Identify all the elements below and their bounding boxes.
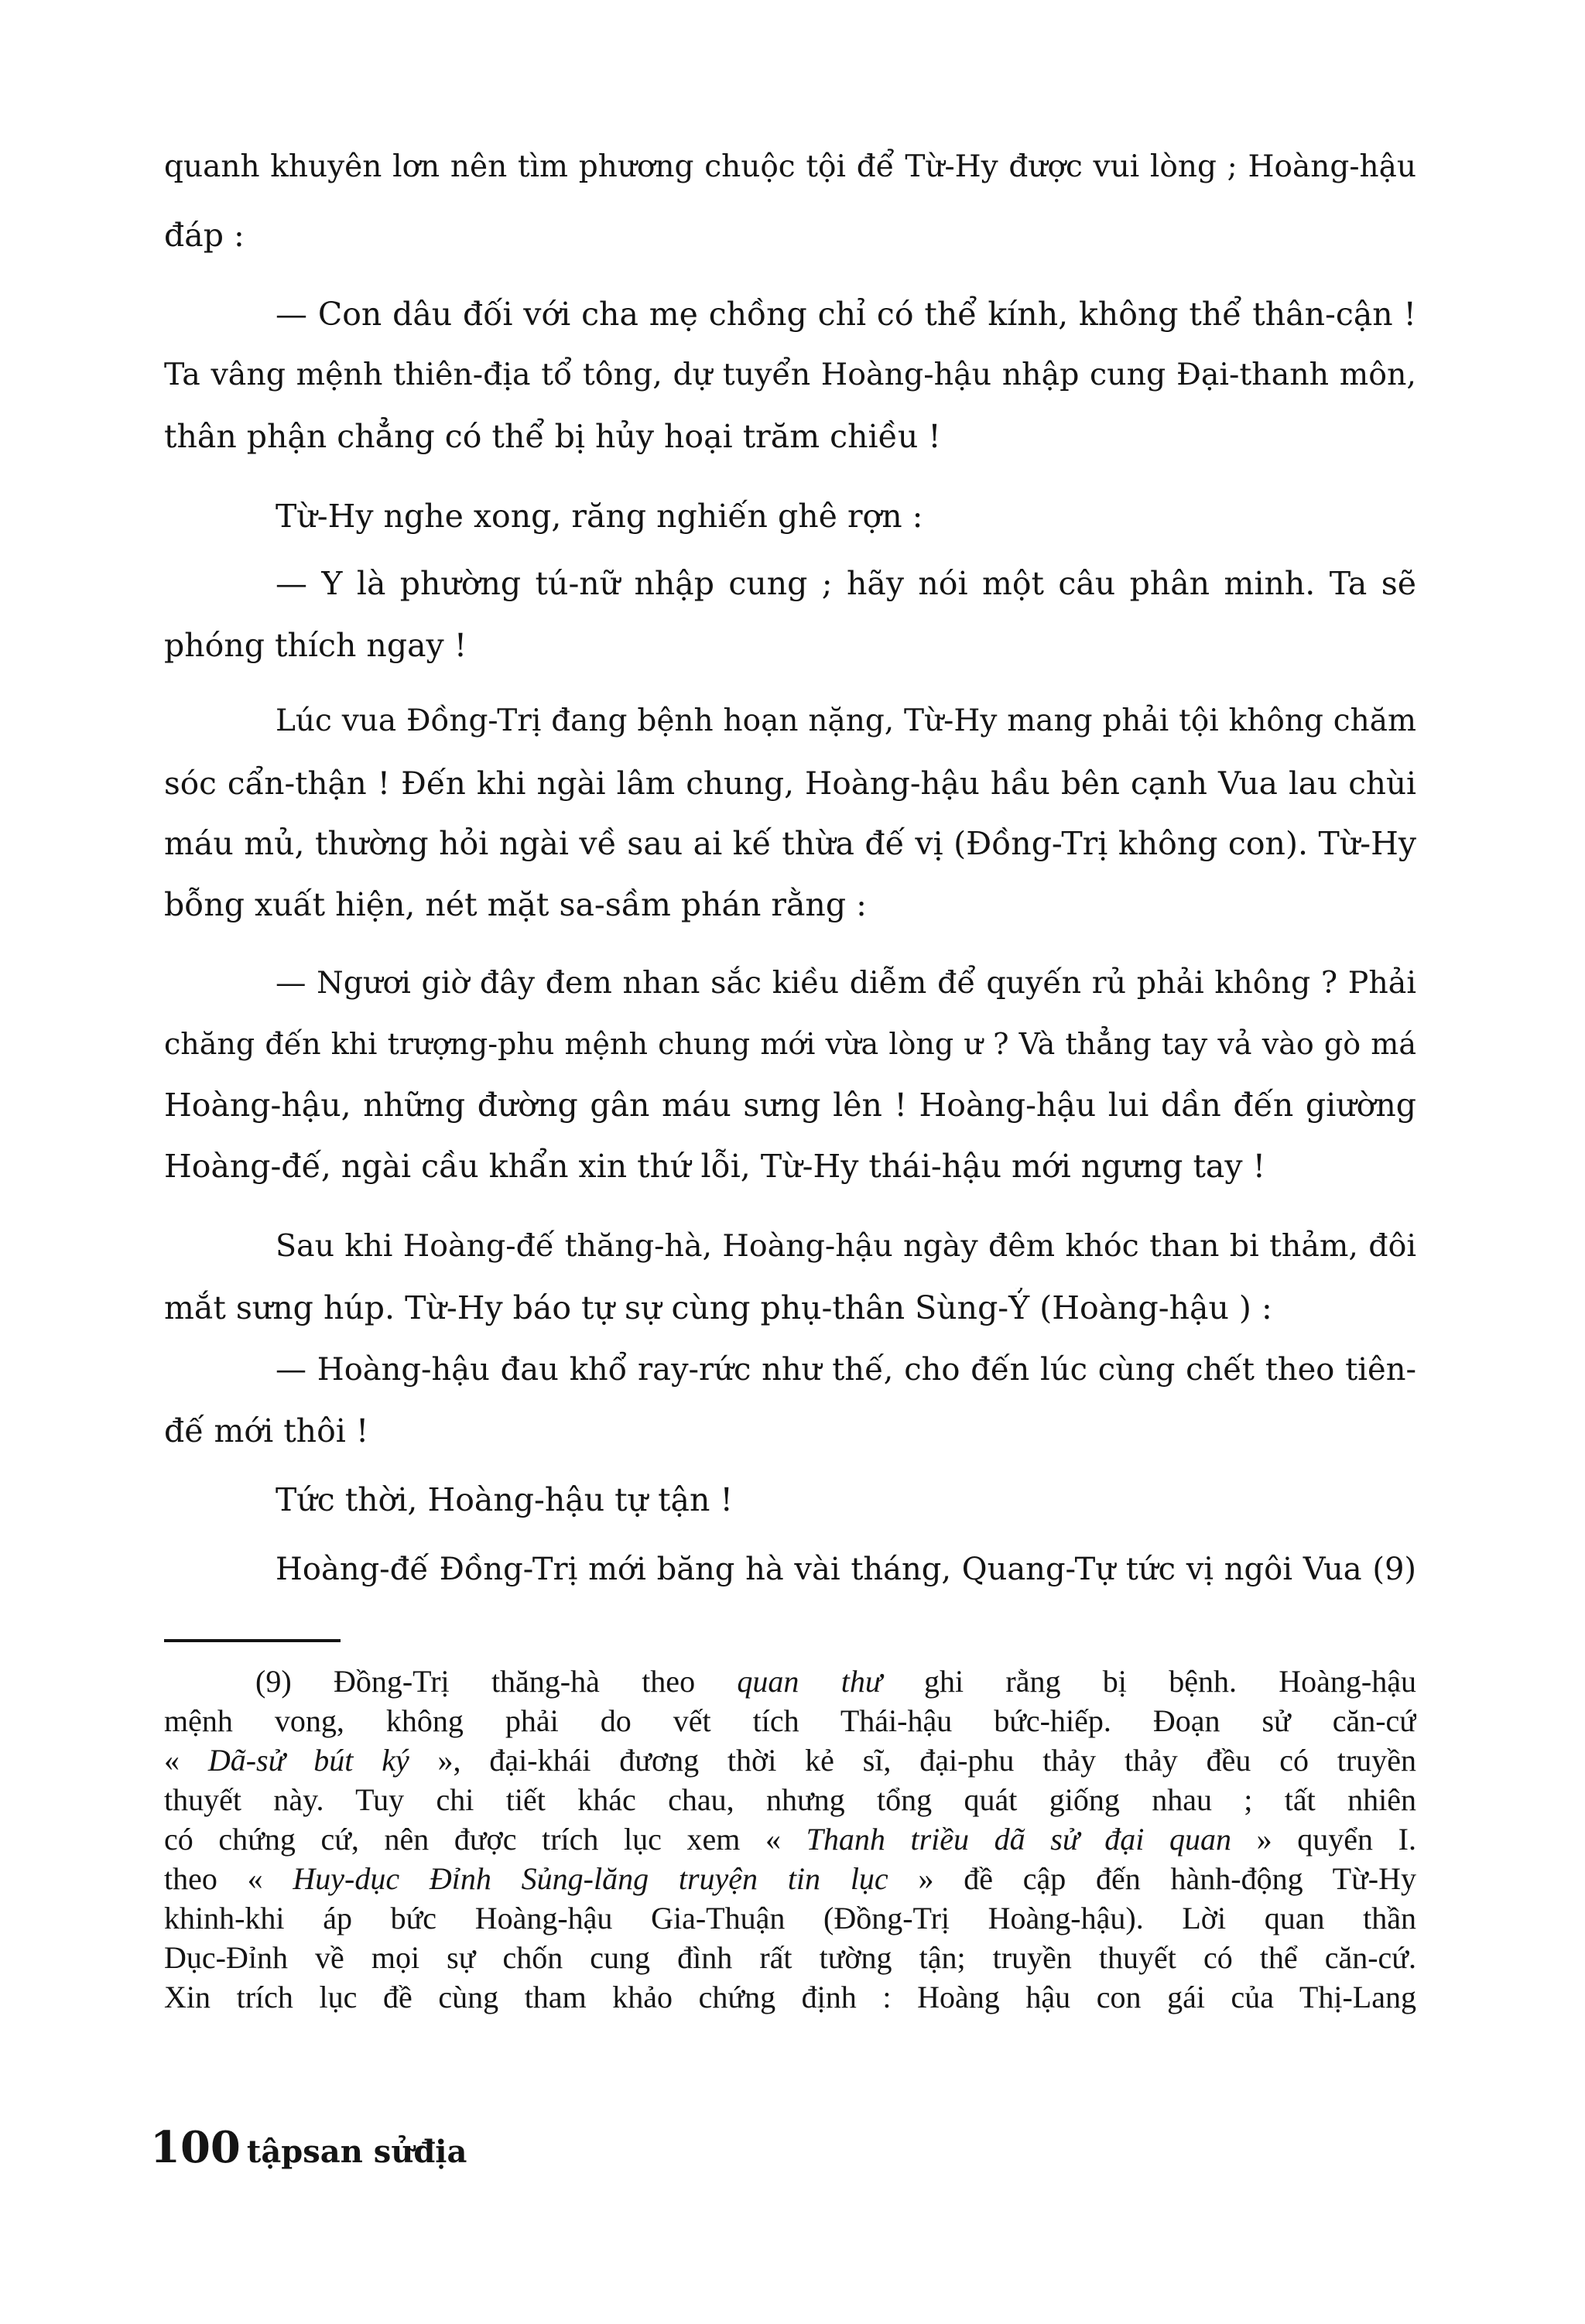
body-line: Từ-Hy nghe xong, răng nghiến ghê rợn :	[276, 498, 923, 535]
body-line: sóc cẩn-thận ! Đến khi ngài lâm chung, Hoàng-hậu hầu bên cạnh Vua lau chùi	[164, 765, 1416, 802]
body-line: quanh khuyên lơn nên tìm phương chuộc tội để Từ-Hy được vui lòng ; Hoàng-hậu	[164, 149, 1416, 184]
body-line: đế mới thôi !	[164, 1412, 369, 1450]
footnote-line: có chứng cứ, nên được trích lục xem « Thanh triều dã sử đại quan » quyển I.	[164, 1822, 1416, 1857]
body-line: mắt sưng húp. Từ-Hy báo tự sự cùng phụ-thân Sùng-Ỷ (Hoàng-hậu ) :	[164, 1289, 1272, 1326]
page-number: 100	[150, 2122, 241, 2173]
publication-title: tậpsan sửđịa	[246, 2134, 467, 2170]
body-line: Lúc vua Đồng-Trị đang bệnh hoạn nặng, Từ-Hy mang phải tội không chăm	[276, 703, 1416, 738]
footnote-line: thuyết này. Tuy chi tiết khác chau, nhưng tổng quát giống nhau ; tất nhiên	[164, 1782, 1416, 1817]
body-line: — Con dâu đối với cha mẹ chồng chỉ có thể kính, không thể thân-cận !	[276, 296, 1416, 333]
body-line: Sau khi Hoàng-đế thăng-hà, Hoàng-hậu ngày đêm khóc than bi thảm, đôi	[276, 1228, 1416, 1264]
body-line: — Hoàng-hậu đau khổ ray-rức như thế, cho đến lúc cùng chết theo tiên-	[276, 1352, 1416, 1388]
body-line: bỗng xuất hiện, nét mặt sa-sầm phán rằng :	[164, 886, 867, 923]
footnote-line: « Dã-sử bút ký », đại-khái đương thời kẻ sĩ, đại-phu thảy thảy đều có truyền	[164, 1743, 1416, 1778]
body-line: Ta vâng mệnh thiên-địa tổ tông, dự tuyển Hoàng-hậu nhập cung Đại-thanh môn,	[164, 357, 1416, 392]
footnote-rule	[164, 1639, 341, 1642]
page-footer	[150, 2122, 467, 2173]
body-line: phóng thích ngay !	[164, 627, 467, 664]
footnote-line: Dục-Đỉnh về mọi sự chốn cung đình rất tường tận; truyền thuyết có thể căn-cứ.	[164, 1940, 1416, 1975]
body-line: thân phận chẳng có thể bị hủy hoại trăm chiều !	[164, 418, 941, 455]
footnote-line: khinh-khi áp bức Hoàng-hậu Gia-Thuận (Đồng-Trị Hoàng-hậu). Lời quan thần	[164, 1901, 1416, 1936]
body-line: — Ngươi giờ đây đem nhan sắc kiều diễm để quyến rủ phải không ? Phải	[276, 965, 1416, 1001]
body-line: Hoàng-hậu, những đường gân máu sưng lên ! Hoàng-hậu lui dần đến giường	[164, 1087, 1416, 1124]
body-line: đáp :	[164, 217, 245, 254]
body-line: máu mủ, thường hỏi ngài về sau ai kế thừa đế vị (Đồng-Trị không con). Từ-Hy	[164, 825, 1416, 862]
body-line: Hoàng-đế, ngài cầu khẩn xin thứ lỗi, Từ-Hy thái-hậu mới ngưng tay !	[164, 1148, 1266, 1185]
footnote-line: theo « Huy-dục Đỉnh Sủng-lăng truyện tin lục » đề cập đến hành-động Từ-Hy	[164, 1861, 1416, 1896]
footnote-line: Xin trích lục đề cùng tham khảo chứng định : Hoàng hậu con gái của Thị-Lang	[164, 1980, 1416, 2014]
footnote-line: (9) Đồng-Trị thăng-hà theo quan thư ghi rằng bị bệnh. Hoàng-hậu	[255, 1664, 1416, 1699]
body-line: Hoàng-đế Đồng-Trị mới băng hà vài tháng, Quang-Tự tức vị ngôi Vua (9)	[276, 1552, 1416, 1587]
body-line: chăng đến khi trượng-phu mệnh chung mới vừa lòng ư ? Và thẳng tay vả vào gò má	[164, 1027, 1416, 1061]
footnote-line: mệnh vong, không phải do vết tích Thái-hậu bức-hiếp. Đoạn sử căn-cứ	[164, 1703, 1416, 1738]
body-line: Tức thời, Hoàng-hậu tự tận !	[276, 1481, 733, 1518]
body-line: — Y là phường tú-nữ nhập cung ; hãy nói một câu phân minh. Ta sẽ	[276, 565, 1416, 602]
